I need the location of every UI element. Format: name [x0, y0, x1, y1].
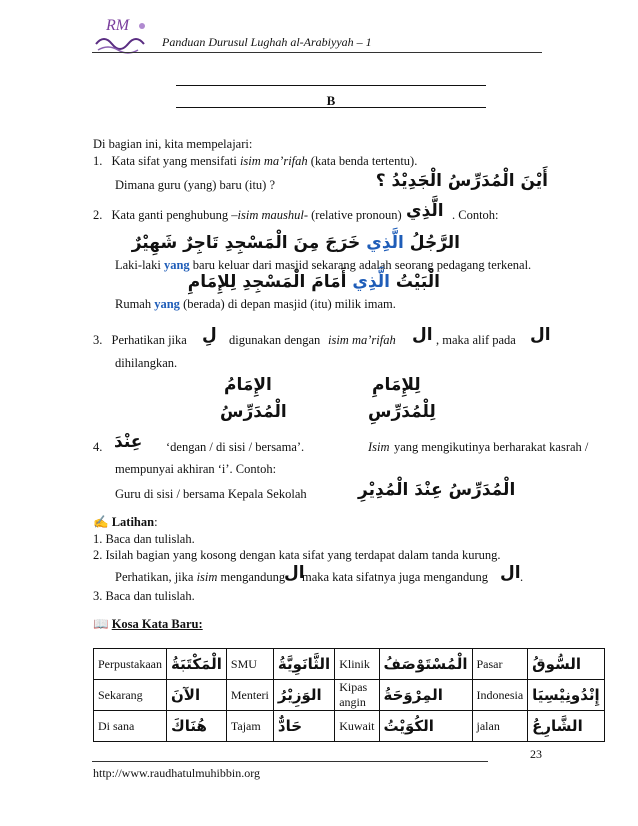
item-4-text-c: yang mengikutinya berharakat kasrah /	[394, 440, 589, 454]
item-2-example-1-id: Laki-laki yang baru keluar dari masjid sekarang adalah seorang pedagang terkenal.	[115, 258, 532, 272]
table-row	[94, 680, 605, 711]
section-rule-bottom	[176, 107, 486, 108]
item-number: 2.	[93, 208, 103, 222]
vocab-ar: الكُوَيْتُ	[379, 711, 472, 742]
vocab-id: Menteri	[226, 680, 273, 711]
item-2-example-1-ar: الرَّجُلُ الَّذِي خَرَجَ مِنَ الْمَسْجِدِ تَاجِرٌ شَهِيْرٌ	[131, 233, 460, 253]
item-3-text-e: dihilangkan.	[115, 356, 178, 370]
item-3-text-d: , maka alif pada	[436, 333, 516, 347]
latihan-item-3: 3. Baca dan tulislah.	[93, 589, 195, 603]
vocab-id: jalan	[472, 711, 528, 742]
vocab-ar: إِنْدُونِيْسِيَا	[528, 680, 605, 711]
logo-monogram: RM	[106, 17, 130, 34]
item-1-example-id: Dimana guru (yang) baru (itu) ?	[115, 178, 276, 192]
vocab-ar: الْمُسْتَوْصَفُ	[379, 649, 472, 680]
vocab-ar: المِرْوَحَةُ	[379, 680, 472, 711]
item-4-number: 4.	[93, 440, 103, 454]
vocab-ar: الوَزِيْرُ	[273, 680, 334, 711]
item-2	[93, 208, 402, 223]
vocab-id: Tajam	[226, 711, 273, 742]
latihan-item-1: 1. Baca dan tulislah.	[93, 532, 195, 546]
header-title: Panduan Durusul Lughah al-Arabiyyah – 1	[162, 35, 372, 49]
latihan-item-2-note-b: maka kata sifatnya juga mengandung	[302, 570, 489, 584]
book-icon: 📖	[93, 617, 109, 631]
intro-text: Di bagian ini, kita mempelajari:	[93, 137, 253, 151]
item-number: 1.	[93, 154, 103, 168]
item-3-text-c: isim ma’rifah	[328, 333, 396, 347]
item-2-contoh: . Contoh:	[452, 208, 499, 222]
vocab-id: Klinik	[335, 649, 379, 680]
item-4-text-a: ‘dengan / di sisi / bersama’.	[166, 440, 305, 454]
item-4-example-id: Guru di sisi / bersama Kepala Sekolah	[115, 487, 307, 501]
vocab-table	[93, 648, 605, 742]
item-4-text-d: mempunyai akhiran ‘i’. Contoh:	[115, 462, 277, 476]
item-3-word-imam: الإِمَامُ	[224, 375, 272, 395]
item-number: 3.	[93, 333, 103, 347]
table-row	[94, 649, 605, 680]
footer-divider	[92, 761, 488, 762]
item-2-example-2-ar: الْبَيْتُ الَّذِي أَمَامَ الْمَسْجِدِ لِلإِمَامِ	[187, 272, 440, 292]
vocab-ar: حَادٌّ	[273, 711, 334, 742]
latihan-item-2-note: Perhatikan, jika isim mengandung	[115, 570, 286, 584]
item-3-al2-ar: ال	[530, 325, 551, 345]
footer-url[interactable]: http://www.raudhatulmuhibbin.org	[93, 766, 260, 780]
pencil-icon: ✍	[93, 515, 109, 529]
item-4-example-ar: الْمُدَرِّسُ عِنْدَ الْمُدِيْرِ	[358, 480, 516, 500]
section-label: B	[326, 93, 336, 108]
item-3-text-b: digunakan dengan	[229, 333, 321, 347]
latihan-item-2: 2. Isilah bagian yang kosong dengan kata sifat yang terdapat dalam tanda kurung.	[93, 548, 501, 562]
vocab-id: SMU	[226, 649, 273, 680]
vocab-id: Kuwait	[335, 711, 379, 742]
item-1-example-ar: أَيْنَ الْمُدَرِّسُ الْجَدِيْدُ ؟	[375, 171, 548, 191]
item-3-lam-ar: لِ	[202, 325, 217, 345]
page-number: 23	[530, 747, 542, 761]
vocab-ar: السُّوقُ	[528, 649, 605, 680]
item-2-word-ar: الَّذِي	[406, 201, 444, 221]
item-4-word-ar: عِنْدَ	[114, 432, 143, 452]
vocab-id: Di sana	[94, 711, 167, 742]
site-logo	[92, 14, 154, 56]
item-4-text-b: Isim	[368, 440, 390, 454]
latihan-al-2: ال	[500, 563, 521, 583]
item-3-word-mudarris: الْمُدَرِّسُ	[220, 402, 287, 422]
vocab-ar: الآنَ	[166, 680, 226, 711]
vocab-id: Indonesia	[472, 680, 528, 711]
item-3-word-lil-imam: لِلإِمَامِ	[372, 375, 421, 395]
item-3-line-1: 3. Perhatikan jika	[93, 333, 187, 347]
item-3-al-ar: ال	[412, 325, 433, 345]
vocab-id: Pasar	[472, 649, 528, 680]
vocab-ar: الثَّانَوِيَّةُ	[273, 649, 334, 680]
item-2-example-2-id: Rumah yang (berada) di depan masjid (itu) milik imam.	[115, 297, 396, 311]
vocab-id: Sekarang	[94, 680, 167, 711]
item-1-text: Kata sifat yang mensifati isim ma’rifah (kata benda tertentu).	[111, 154, 418, 168]
vocab-ar: الشَّارِعُ	[528, 711, 605, 742]
item-1	[93, 154, 417, 169]
section-rule-top	[176, 85, 486, 86]
latihan-period: .	[520, 570, 524, 584]
table-row	[94, 711, 605, 742]
latihan-heading: ✍ Latihan:	[93, 515, 158, 529]
header-divider	[92, 52, 542, 53]
latihan-al-1: ال	[284, 563, 305, 583]
vocab-ar: الْمَكْتَبَةُ	[166, 649, 226, 680]
item-2-text: Kata ganti penghubung –isim maushul- (relative pronoun)	[111, 208, 402, 222]
kosa-kata-heading: 📖 Kosa Kata Baru:	[93, 617, 203, 631]
item-3-word-lil-mudarris: لِلْمُدَرِّسِ	[368, 402, 436, 422]
vocab-id: Kipas angin	[335, 680, 379, 711]
vocab-ar: هُنَاكَ	[166, 711, 226, 742]
vocab-id: Perpustakaan	[94, 649, 167, 680]
